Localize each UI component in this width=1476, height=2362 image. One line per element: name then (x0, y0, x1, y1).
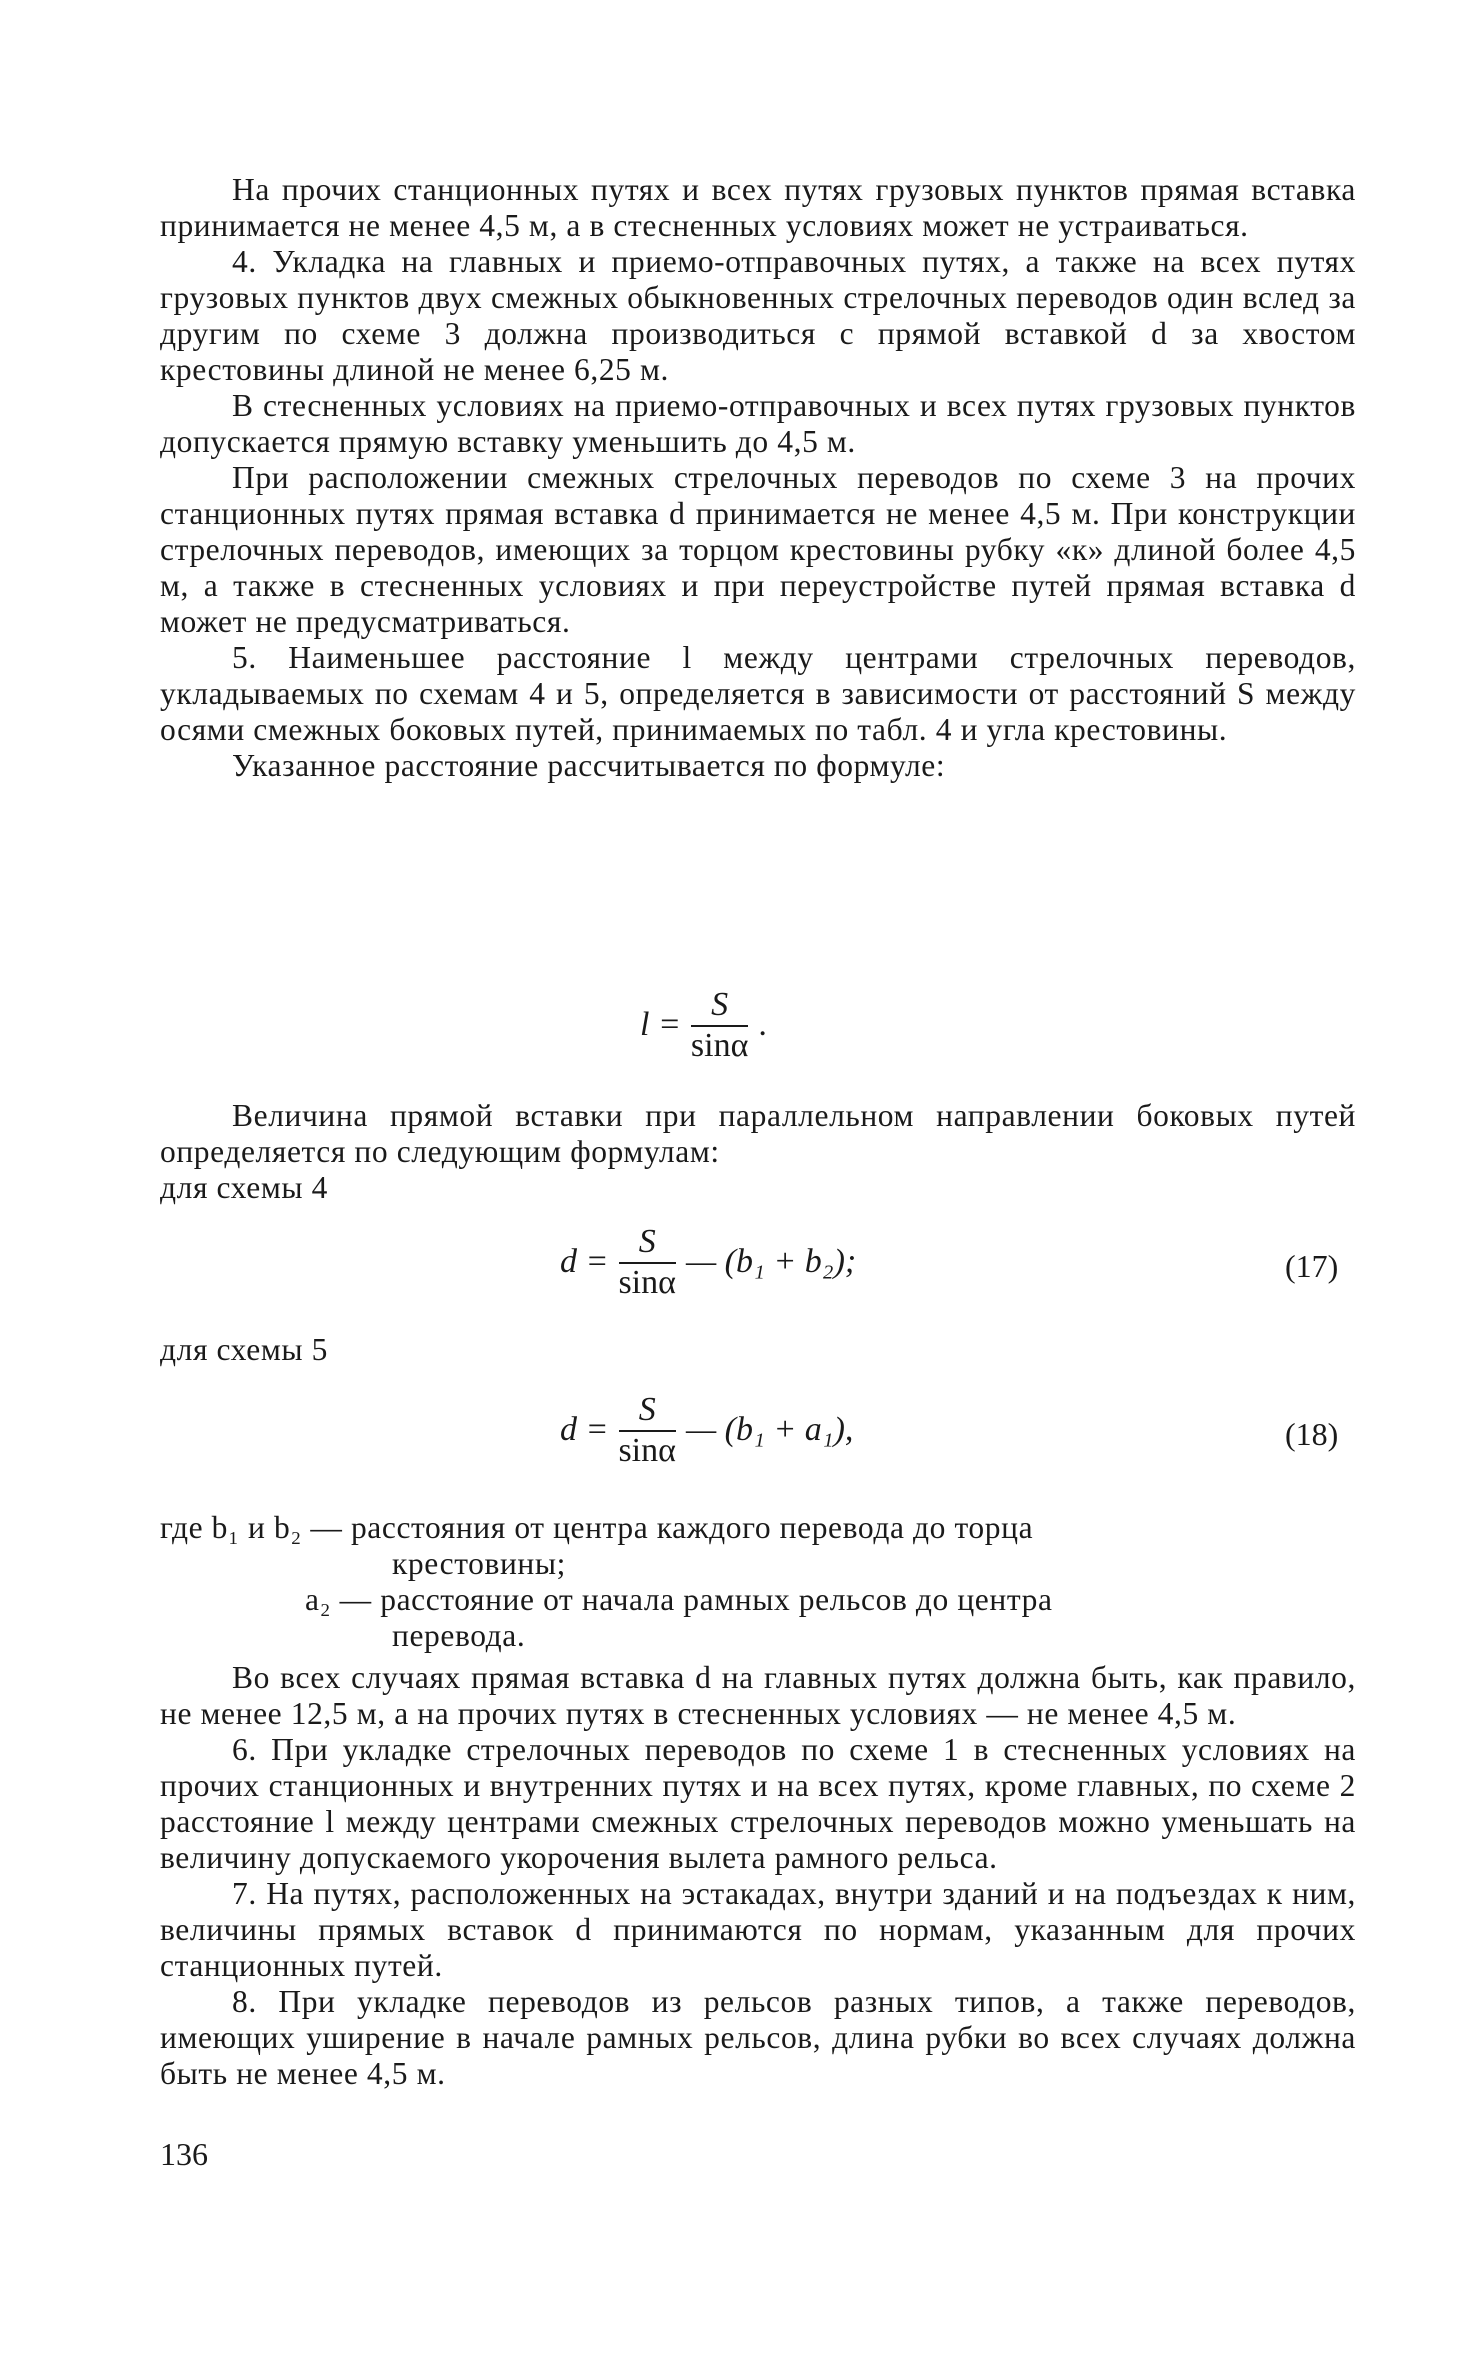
paragraph: В стесненных условиях на приемо-отправочных и всех путях грузовых пунктов допускается прямую вставку уменьшить до 4,5 м. (160, 388, 1356, 459)
paragraph: На прочих станционных путях и всех путях грузовых пунктов прямая вставка принимается не менее 4,5 м, а в стесненных условиях может не устраиваться. (160, 172, 1356, 243)
formula-lhs: d = (560, 1411, 609, 1448)
fraction (691, 985, 749, 1065)
paragraph: Величина прямой вставки при параллельном направлении боковых путей определяется по следующим формулам: (160, 1098, 1356, 1169)
fraction-numerator: S (619, 1390, 676, 1432)
fraction (618, 1390, 676, 1470)
paragraph: 6. При укладке стрелочных переводов по схеме 1 в стесненных условиях на прочих станционных и внутренних путях и на всех путях, кроме главных, по схеме 2 расстояние l между центрами смежных стрелочных переводов можно уменьшать на величину допускаемого укорочения вылета рамного рельса. (160, 1732, 1356, 1875)
fraction (618, 1222, 676, 1302)
formula-lhs: d = (560, 1243, 609, 1280)
fraction-denominator: sinα (690, 1027, 749, 1064)
text-block-bottom (160, 1660, 1356, 2092)
formula-tail: . (758, 1006, 767, 1043)
text-block-top (160, 172, 1356, 784)
fraction-denominator: sinα (618, 1264, 676, 1301)
equation-number: (18) (1285, 1416, 1339, 1452)
paragraph: 7. На путях, расположенных на эстакадах, внутри зданий и на подъездах к ним, величины прямых вставок d принимаются по нормам, указанным для прочих станционных путей. (160, 1876, 1356, 1983)
text-block-mid (160, 1098, 1356, 1170)
formula-lhs: l = (640, 1006, 681, 1043)
formula-tail: — (b₁ + b₂); (685, 1243, 857, 1280)
legend-line: где b₁ и b₂ — расстояния от центра каждого перевода до торца (160, 1510, 1034, 1545)
legend-line: крестовины; (392, 1546, 567, 1581)
scheme-5-label: для схемы 5 (160, 1332, 328, 1367)
page-number: 136 (160, 2136, 208, 2172)
paragraph: 8. При укладке переводов из рельсов разных типов, а также переводов, имеющих уширение в начале рамных рельсов, длина рубки во всех случаях должна быть не менее 4,5 м. (160, 1984, 1356, 2091)
legend-line: перевода. (392, 1618, 526, 1653)
formula-17 (560, 1222, 856, 1302)
formula-l (640, 985, 767, 1065)
paragraph: При расположении смежных стрелочных переводов по схеме 3 на прочих станционных путях прямая вставка d принимается не менее 4,5 м. При конструкции стрелочных переводов, имеющих за торцом крестовины рубку «к» длиной более 4,5 м, а также в стесненных условиях и при переустройстве путей прямая вставка d может не предусматриваться. (160, 460, 1356, 639)
fraction-denominator: sinα (618, 1432, 676, 1469)
fraction-numerator: S (691, 985, 748, 1027)
fraction-numerator: S (619, 1222, 676, 1264)
paragraph: 4. Укладка на главных и приемо-отправочных путях, а также на всех путях грузовых пунктов двух смежных обыкновенных стрелочных переводов один вслед за другим по схеме 3 должна производиться с прямой вставкой d за хвостом крестовины длиной не менее 6,25 м. (160, 244, 1356, 387)
paragraph: 5. Наименьшее расстояние l между центрами стрелочных переводов, укладываемых по схемам 4 и 5, определяется в зависимости от расстояний S между осями смежных боковых путей, принимаемых по табл. 4 и угла крестовины. (160, 640, 1356, 747)
formula-tail: — (b₁ + a₁), (685, 1411, 854, 1448)
scheme-4-label: для схемы 4 (160, 1170, 328, 1205)
paragraph: Во всех случаях прямая вставка d на главных путях должна быть, как правило, не менее 12,5 м, а на прочих путях в стесненных условиях — не менее 4,5 м. (160, 1660, 1356, 1731)
legend-line: a₂ — расстояние от начала рамных рельсов до центра (305, 1582, 1053, 1617)
equation-number: (17) (1285, 1248, 1339, 1284)
formula-18 (560, 1390, 853, 1470)
paragraph: Указанное расстояние рассчитывается по формуле: (232, 748, 946, 783)
